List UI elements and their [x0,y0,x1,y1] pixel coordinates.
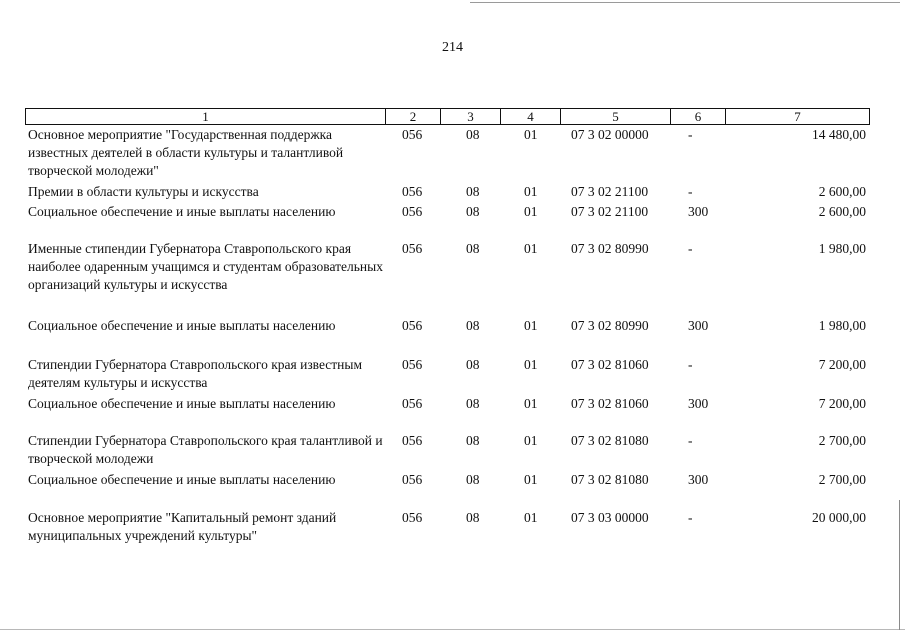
row-col-3: 08 [466,510,480,525]
row-name: Основное мероприятие "Государственная поддержка известных деятелей в области культуры и талантливой творческой молодежи" [28,127,344,178]
table-header [25,108,870,125]
row-col-4: 01 [524,433,538,448]
row-col-7: 2 600,00 [818,184,866,199]
row-col-6: - [688,241,693,256]
row-col-6: - [688,433,693,448]
row-col-6: - [688,510,693,525]
row-col-2: 056 [402,357,423,372]
row-col-7: 1 980,00 [818,318,866,333]
row-col-3: 08 [466,318,480,333]
row-col-6: 300 [688,204,709,219]
column-header-3: 3 [441,109,501,124]
row-col-4: 01 [524,241,538,256]
row-col-7: 20 000,00 [812,510,866,525]
column-header-4: 4 [501,109,561,124]
row-col-4: 01 [524,318,538,333]
row-col-6: 300 [688,318,709,333]
row-col-7: 2 700,00 [818,433,866,448]
row-col-3: 08 [466,472,480,487]
scan-artifact-top [470,2,900,3]
row-name: Социальное обеспечение и иные выплаты населению [28,204,336,219]
row-col-5: 07 3 02 80990 [571,241,649,256]
row-col-7: 1 980,00 [818,241,866,256]
row-col-2: 056 [402,510,423,525]
page-number: 214 [442,40,463,55]
column-header-1: 1 [26,109,386,124]
row-col-6: - [688,127,693,142]
row-col-4: 01 [524,357,538,372]
row-col-3: 08 [466,204,480,219]
row-col-4: 01 [524,204,538,219]
row-col-3: 08 [466,433,480,448]
row-col-4: 01 [524,127,538,142]
row-col-7: 7 200,00 [818,357,866,372]
row-col-6: - [688,357,693,372]
row-name: Основное мероприятие "Капитальный ремонт зданий муниципальных учреждений культуры" [28,510,337,543]
row-col-4: 01 [524,472,538,487]
row-col-2: 056 [402,127,423,142]
column-header-2: 2 [386,109,441,124]
column-header-5: 5 [561,109,671,124]
row-col-3: 08 [466,357,480,372]
row-col-2: 056 [402,204,423,219]
row-col-3: 08 [466,127,480,142]
row-name: Социальное обеспечение и иные выплаты населению [28,396,336,411]
row-col-7: 14 480,00 [812,127,866,142]
row-col-6: 300 [688,396,709,411]
row-col-5: 07 3 02 80990 [571,318,649,333]
row-col-3: 08 [466,396,480,411]
row-name: Стипендии Губернатора Ставропольского края известным деятелям культуры и искусства [28,357,363,390]
row-col-3: 08 [466,184,480,199]
row-col-2: 056 [402,433,423,448]
column-header-6: 6 [671,109,726,124]
row-col-5: 07 3 02 81080 [571,472,649,487]
column-header-7: 7 [794,109,801,124]
row-col-5: 07 3 02 81060 [571,357,649,372]
row-col-2: 056 [402,241,423,256]
row-col-4: 01 [524,510,538,525]
row-col-5: 07 3 03 00000 [571,510,649,525]
row-col-5: 07 3 02 81080 [571,433,649,448]
row-col-5: 07 3 02 00000 [571,127,649,142]
row-name: Стипендии Губернатора Ставропольского края талантливой и творческой молодежи [28,433,383,466]
row-col-7: 7 200,00 [818,396,866,411]
scan-artifact-bottom [0,629,905,630]
row-name: Социальное обеспечение и иные выплаты населению [28,318,336,333]
row-col-3: 08 [466,241,480,256]
row-col-7: 2 600,00 [818,204,866,219]
row-col-2: 056 [402,396,423,411]
row-name: Премии в области культуры и искусства [28,184,259,199]
row-col-2: 056 [402,184,423,199]
row-col-7: 2 700,00 [818,472,866,487]
row-col-4: 01 [524,396,538,411]
row-col-2: 056 [402,318,423,333]
row-col-4: 01 [524,184,538,199]
row-col-6: 300 [688,472,709,487]
row-col-5: 07 3 02 21100 [571,204,649,219]
scan-artifact-right [899,500,900,630]
row-col-6: - [688,184,693,199]
row-name: Именные стипендии Губернатора Ставропольского края наиболее одаренным учащимся и студентам образовательных организаций культуры и искусства [28,241,383,292]
row-col-5: 07 3 02 81060 [571,396,649,411]
row-col-2: 056 [402,472,423,487]
row-col-5: 07 3 02 21100 [571,184,649,199]
row-name: Социальное обеспечение и иные выплаты населению [28,472,336,487]
